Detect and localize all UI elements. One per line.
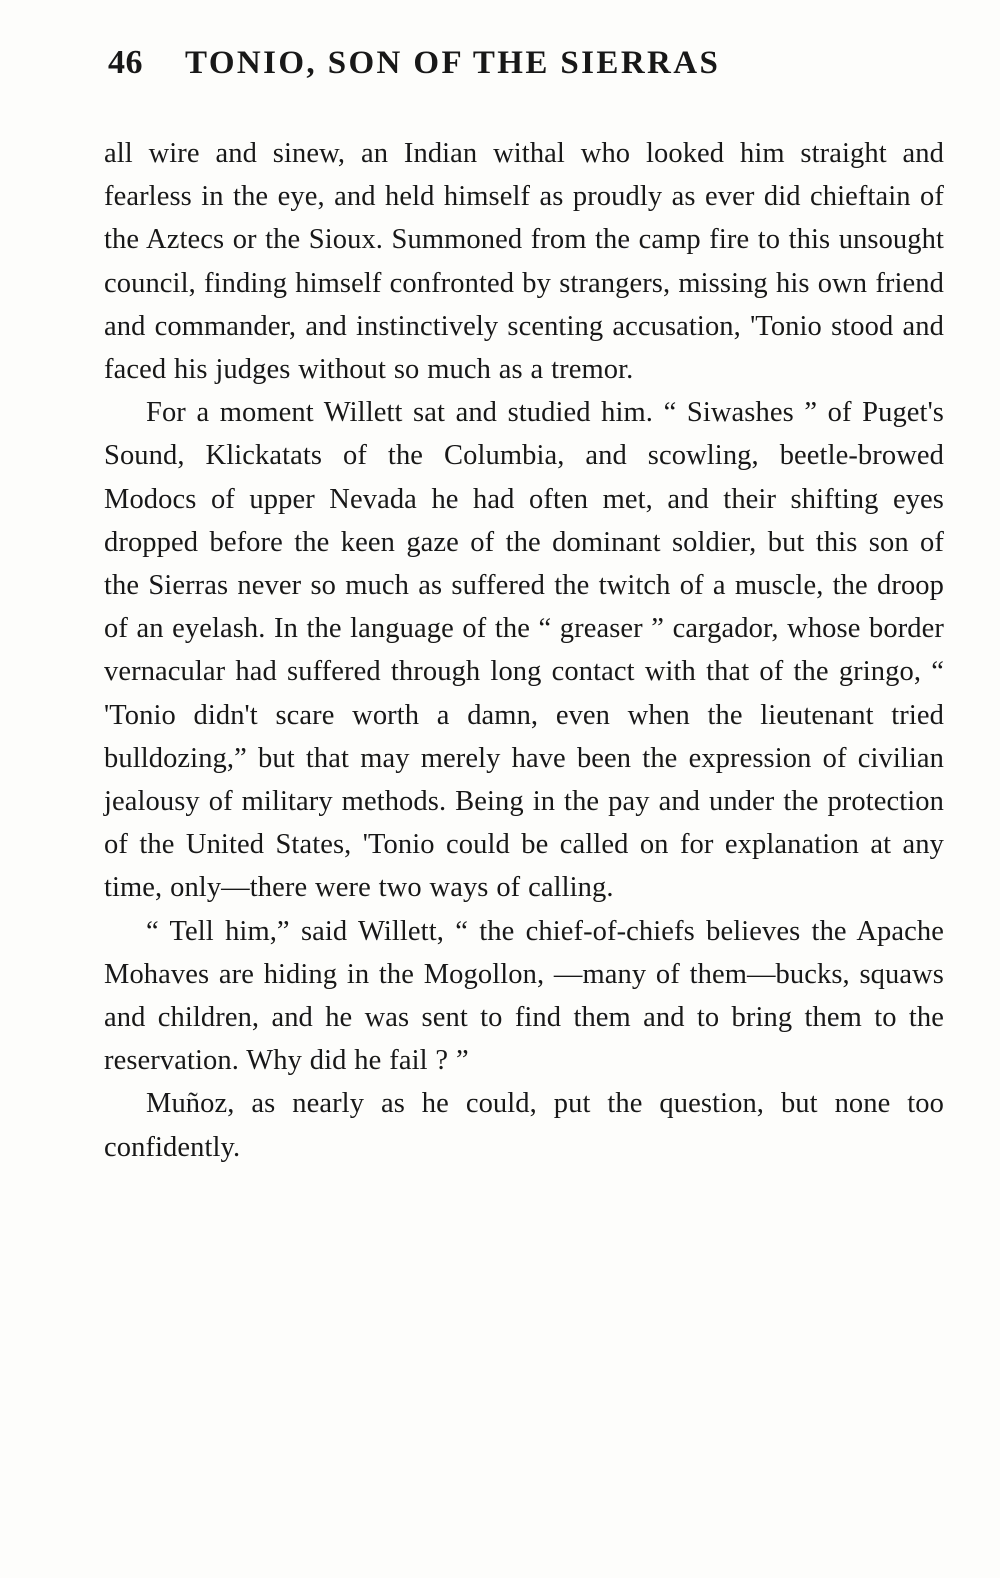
paragraph-4: Muñoz, as nearly as he could, put the question, but none too confidently. [104,1088,944,1163]
page-body [104,132,944,1169]
page-header [108,44,948,82]
page-number: 46 [108,44,143,81]
paragraph-3: “ Tell him,” said Willett, “ the chief-of-chiefs believes the Apache Mohaves are hiding in the Mogollon, —many of them—bucks, squaws and children, and he was sent to find them and to bring them to the reservation. Why did he fail ? ” [104,915,944,1077]
paragraph-2: For a moment Willett sat and studied him. “ Siwashes ” of Puget's Sound, Klickatats of the Columbia, and scowling, beetle-browed Modocs of upper Nevada he had often met, and their shifting eyes dropped before the keen gaze of the dominant soldier, but this son of the Sierras never so much as suffered the twitch of a muscle, the droop of an eyelash. In the language of the “ greaser ” cargador, whose border vernacular had suffered through long contact with that of the gringo, “ 'Tonio didn't scare worth a damn, even when the lieutenant tried bulldozing,” but that may merely have been the expression of civilian jealousy of military methods. Being in the pay and under the protection of the United States, 'Tonio could be called on for explanation at any time, only—there were two ways of calling. [104,397,944,904]
paragraph-1: all wire and sinew, an Indian withal who looked him straight and fearless in the eye, and held himself as proudly as ever did chieftain of the Aztecs or the Sioux. Summoned from the camp fire to this unsought council, finding himself confronted by strangers, missing his own friend and commander, and instinctively scenting accusation, 'Tonio stood and faced his judges without so much as a tremor. [104,138,944,386]
running-title: TONIO, SON OF THE SIERRAS [185,45,721,81]
